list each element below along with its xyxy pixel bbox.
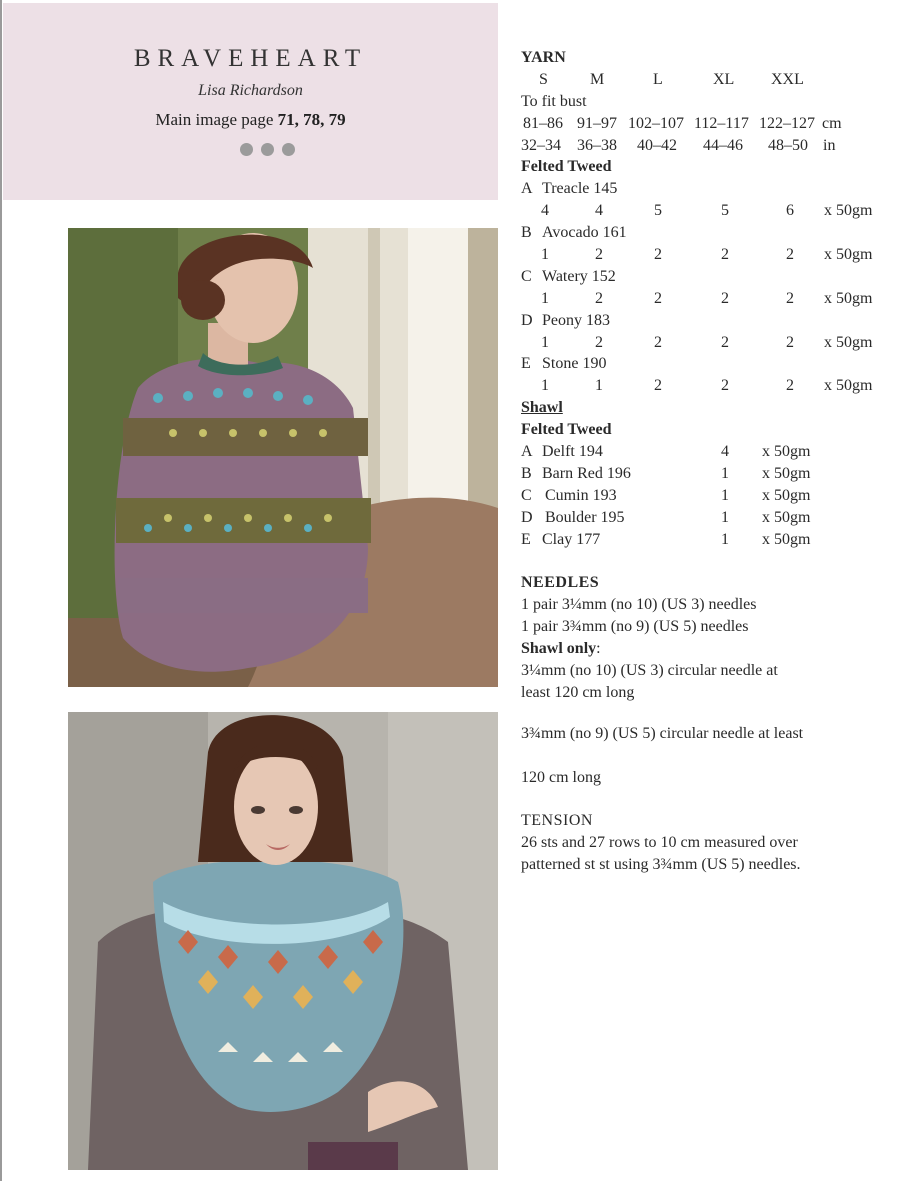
qty: 1	[721, 508, 729, 526]
dot-icon	[261, 143, 274, 156]
qty: 1	[541, 333, 549, 351]
color-name: Treacle 145	[542, 180, 618, 198]
needles-heading: NEEDLES	[521, 574, 600, 592]
qty: 1	[721, 464, 729, 482]
color-letter: C	[521, 486, 532, 504]
bust-in-row	[521, 135, 896, 157]
qty: 1	[541, 289, 549, 307]
color-letter: E	[521, 355, 531, 373]
quantity-row	[521, 244, 896, 266]
needles-line: 120 cm long	[521, 768, 601, 786]
qty-unit: x 50gm	[762, 508, 811, 526]
qty: 2	[595, 289, 603, 307]
bust-in: 48–50	[768, 136, 808, 154]
color-name: Delft 194	[542, 443, 603, 461]
qty: 1	[721, 530, 729, 548]
size-header-row	[521, 69, 896, 91]
color-name: Stone 190	[542, 355, 607, 373]
color-letter: E	[521, 530, 531, 548]
qty: 4	[541, 202, 549, 220]
qty-unit: x 50gm	[762, 530, 811, 548]
title-panel	[3, 3, 498, 200]
tension-line: patterned st st using 3¾mm (US 5) needles.	[521, 856, 801, 874]
color-letter: C	[521, 267, 532, 285]
needles-line: 1 pair 3¾mm (no 9) (US 5) needles	[521, 618, 749, 636]
tension-line: 26 sts and 27 rows to 10 cm measured over	[521, 834, 798, 852]
shawl-color-row	[521, 507, 896, 529]
bust-cm: 102–107	[628, 114, 684, 132]
needles-line: 3¾mm (no 9) (US 5) circular needle at least	[521, 724, 804, 742]
shawl-color-row	[521, 529, 896, 551]
bust-cm: 81–86	[523, 114, 563, 132]
color-letter: B	[521, 224, 532, 242]
qty: 5	[654, 202, 662, 220]
qty: 2	[786, 333, 794, 351]
main-image-pages: 71, 78, 79	[277, 110, 346, 129]
qty: 2	[654, 289, 662, 307]
qty: 1	[595, 377, 603, 395]
pattern-title: BRAVEHEART	[133, 45, 368, 72]
qty: 2	[786, 246, 794, 264]
qty: 2	[786, 289, 794, 307]
designer-name: Lisa Richardson	[198, 82, 303, 99]
page-left-rule	[0, 0, 2, 1181]
color-letter: A	[521, 443, 533, 461]
qty: 2	[595, 246, 603, 264]
qty: 4	[595, 202, 603, 220]
quantity-row	[521, 288, 896, 310]
color-name: Cumin 193	[545, 486, 617, 504]
quantity-row	[521, 332, 896, 354]
color-letter: A	[521, 180, 533, 198]
color-letter: D	[521, 508, 533, 526]
shawl-only-colon: :	[596, 640, 601, 658]
shawl-only-text: Shawl only	[521, 640, 597, 658]
size-label: XXL	[771, 70, 804, 88]
needles-line: 1 pair 3¼mm (no 10) (US 3) needles	[521, 596, 757, 614]
bust-in: 32–34	[521, 136, 561, 154]
qty: 1	[541, 377, 549, 395]
shawl-heading: Shawl	[521, 399, 563, 417]
qty: 5	[721, 202, 729, 220]
qty: 2	[721, 289, 729, 307]
color-letter: B	[521, 464, 532, 482]
decorative-dots	[240, 143, 295, 156]
qty-unit: x 50gm	[824, 289, 873, 307]
qty: 2	[595, 333, 603, 351]
dot-icon	[282, 143, 295, 156]
main-image-prefix: Main image page	[155, 110, 274, 129]
qty-unit: x 50gm	[824, 377, 873, 395]
shawl-only-label	[521, 638, 601, 660]
pattern-info-column	[521, 47, 896, 876]
fit-bust-label: To fit bust	[521, 92, 587, 110]
color-name: Peony 183	[542, 311, 610, 329]
color-name: Avocado 161	[542, 224, 627, 242]
needles-line: least 120 cm long	[521, 683, 635, 701]
bust-in: 44–46	[703, 136, 743, 154]
qty: 4	[721, 443, 729, 461]
qty-unit: x 50gm	[762, 486, 811, 504]
bust-in: 36–38	[577, 136, 617, 154]
shawl-color-row	[521, 441, 896, 463]
qty-unit: x 50gm	[762, 464, 811, 482]
qty-unit: x 50gm	[824, 246, 873, 264]
size-label: XL	[713, 70, 735, 88]
quantity-row	[521, 375, 896, 397]
shawl-photo	[68, 712, 498, 1170]
qty: 2	[786, 377, 794, 395]
bust-cm: 122–127	[759, 114, 815, 132]
qty: 2	[721, 333, 729, 351]
qty-unit: x 50gm	[824, 202, 873, 220]
color-name: Watery 152	[542, 267, 616, 285]
bust-unit: in	[823, 136, 836, 154]
qty: 2	[654, 377, 662, 395]
qty-unit: x 50gm	[762, 443, 811, 461]
size-label: S	[539, 70, 548, 88]
bust-cm: 91–97	[577, 114, 617, 132]
color-letter: D	[521, 311, 533, 329]
shawl-color-row	[521, 485, 896, 507]
qty: 6	[786, 202, 794, 220]
qty: 2	[721, 377, 729, 395]
bust-unit: cm	[822, 114, 842, 132]
quantity-row	[521, 200, 896, 222]
dot-icon	[240, 143, 253, 156]
qty: 1	[541, 246, 549, 264]
bust-cm: 112–117	[694, 114, 749, 132]
color-name: Boulder 195	[545, 508, 625, 526]
color-name: Barn Red 196	[542, 464, 631, 482]
yarn-heading: YARN	[521, 49, 566, 66]
sweater-yarn-name: Felted Tweed	[521, 158, 612, 176]
main-image-reference	[3, 110, 498, 130]
qty: 2	[654, 246, 662, 264]
qty-unit: x 50gm	[824, 333, 873, 351]
size-label: M	[590, 70, 605, 88]
size-label: L	[653, 70, 663, 88]
tension-heading: TENSION	[521, 812, 593, 830]
bust-cm-row	[521, 113, 896, 135]
needles-line: 3¼mm (no 10) (US 3) circular needle at	[521, 661, 778, 679]
qty: 1	[721, 486, 729, 504]
color-name: Clay 177	[542, 530, 601, 548]
bust-in: 40–42	[637, 136, 677, 154]
sweater-photo	[68, 228, 498, 687]
qty: 2	[721, 246, 729, 264]
shawl-color-row	[521, 463, 896, 485]
shawl-yarn-name: Felted Tweed	[521, 421, 612, 439]
qty: 2	[654, 333, 662, 351]
